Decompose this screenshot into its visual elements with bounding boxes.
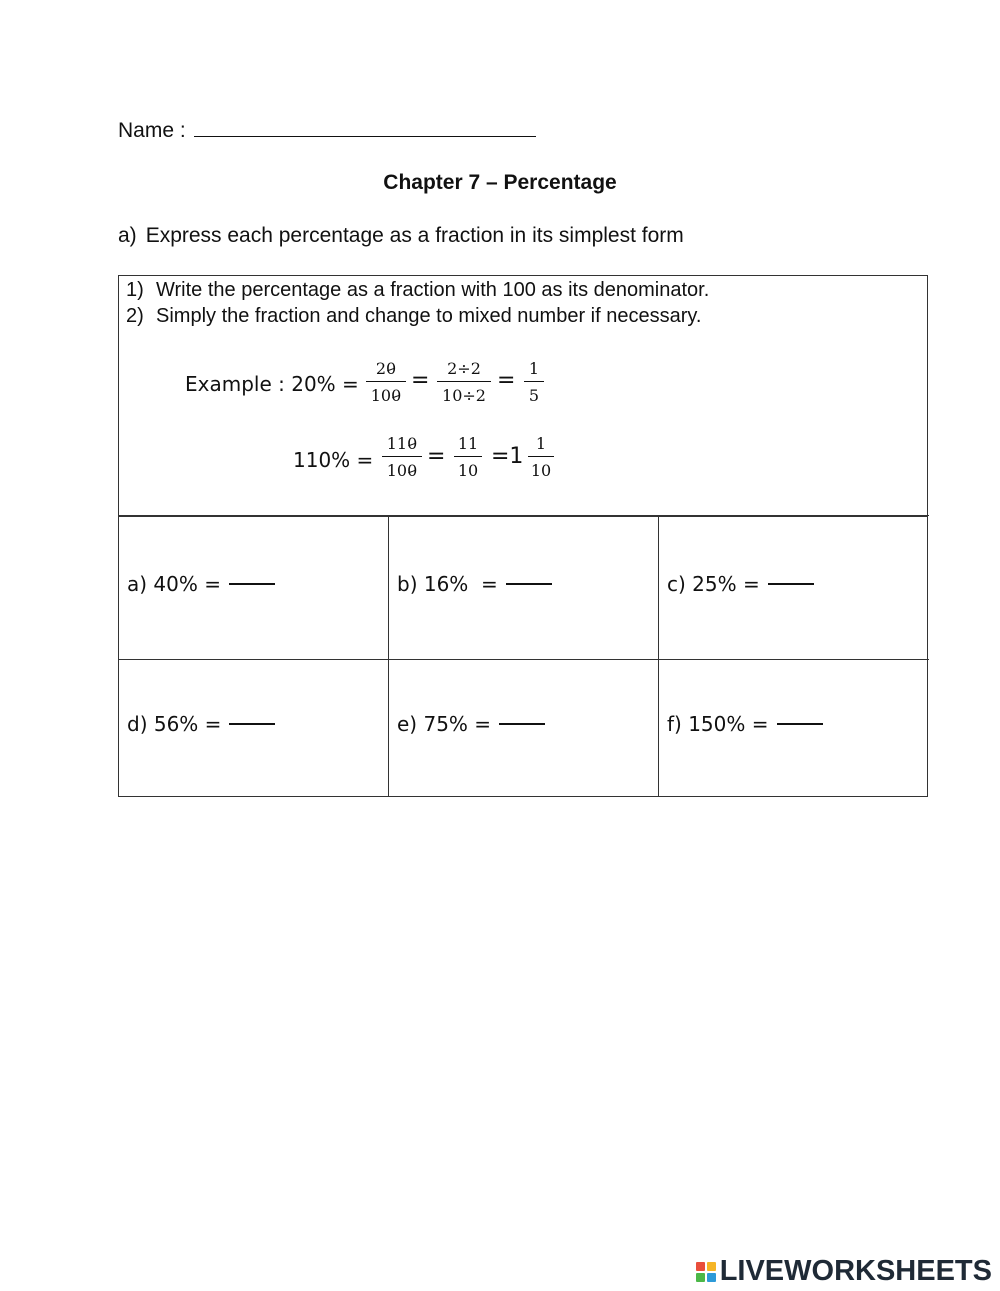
example-1-fraction-2: $\frac{2\div 2}{10\div 2}$ [437, 359, 491, 405]
answer-blank-a[interactable] [229, 583, 275, 585]
example-2-fraction-1: $\frac{110}{100}$ [382, 434, 422, 480]
exercise-e: e) 75% = [397, 712, 545, 736]
example-1-equals-2: = [497, 368, 516, 393]
answer-blank-f[interactable] [777, 723, 823, 725]
exercise-b: b) 16% = [397, 572, 552, 596]
question-heading [118, 224, 684, 248]
question-label: a) [118, 224, 137, 247]
exercise-cell-f [659, 659, 929, 796]
step-2: 2) Simply the fraction and change to mixed number if necessary. [126, 305, 702, 327]
example-2-fraction-2: $\frac{11}{10}$ [454, 434, 482, 480]
exercise-cell-b [389, 515, 659, 659]
name-blank[interactable] [194, 118, 536, 137]
exercise-cell-a [119, 515, 389, 659]
example-1-label: Example : 20% = [185, 372, 359, 396]
exercise-d: d) 56% = [127, 712, 275, 736]
example-1-equals-1: = [411, 368, 430, 393]
liveworksheets-logo [696, 1255, 992, 1288]
liveworksheets-logo-icon [696, 1262, 716, 1282]
step-1: 1) Write the percentage as a fraction with 100 as its denominator. [126, 279, 710, 301]
exercise-c: c) 25% = [667, 572, 814, 596]
answer-blank-c[interactable] [768, 583, 814, 585]
example-1-fraction-1: $\frac{20}{100}$ [366, 359, 406, 405]
page-title: Chapter 7 – Percentage [383, 171, 617, 194]
example-2-mixed-equals: =1 [491, 444, 524, 469]
example-2-equals-1: = [427, 444, 446, 469]
exercise-a: a) 40% = [127, 572, 275, 596]
exercise-cell-e [389, 659, 659, 796]
exercise-f: f) 150% = [667, 712, 823, 736]
exercise-cell-d [119, 659, 389, 796]
exercise-cell-c [659, 515, 929, 659]
example-2-label: 110% = [293, 448, 374, 472]
name-label: Name : [118, 119, 186, 142]
exercise-grid [118, 515, 928, 797]
question-text: Express each percentage as a fraction in its simplest form [145, 224, 684, 247]
answer-blank-e[interactable] [499, 723, 545, 725]
answer-blank-b[interactable] [506, 583, 552, 585]
name-field [118, 118, 536, 143]
answer-blank-d[interactable] [229, 723, 275, 725]
example-1-fraction-3: $\frac{1}{5}$ [524, 359, 544, 405]
instruction-steps [126, 277, 709, 329]
liveworksheets-logo-text: LIVEWORKSHEETS [719, 1255, 992, 1287]
example-2-fraction-3: $\frac{1}{10}$ [528, 434, 554, 480]
